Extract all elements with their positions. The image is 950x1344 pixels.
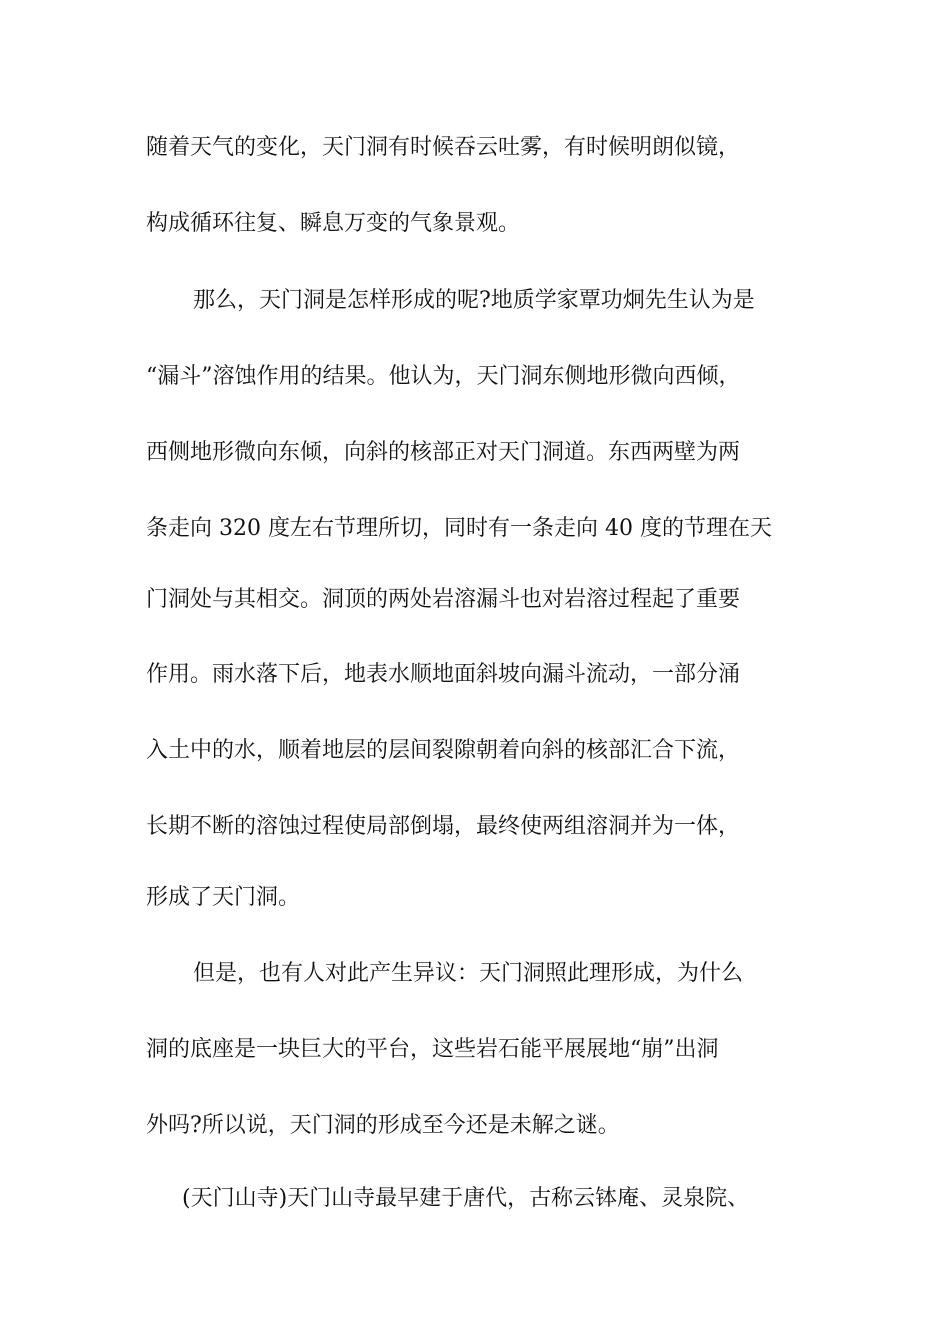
paragraph-2-line-6: 作用。雨水落下后，地表水顺地面斜坡向漏斗流动，一部分涌 bbox=[146, 662, 741, 687]
paragraph-1-line-2: 构成循环往复、瞬息万变的气象景观。 bbox=[146, 211, 521, 236]
paragraph-3-line-2: 洞的底座是一块巨大的平台，这些岩石能平展展地“崩”出洞 bbox=[146, 1037, 719, 1062]
paragraph-4-line-1: (天门山寺)天门山寺最早建于唐代，古称云钵庵、灵泉院、 bbox=[182, 1186, 750, 1211]
paragraph-2-line-5: 门洞处与其相交。洞顶的两处岩溶漏斗也对岩溶过程起了重要 bbox=[146, 587, 741, 612]
paragraph-2-line-9: 形成了天门洞。 bbox=[146, 885, 301, 910]
paragraph-2-line-4: 条走向 320 度左右节理所切，同时有一条走向 40 度的节理在天 bbox=[146, 516, 772, 541]
paragraph-2-line-7: 入土中的水，顺着地层的层间裂隙朝着向斜的核部汇合下流， bbox=[146, 738, 741, 763]
paragraph-2-line-8: 长期不断的溶蚀过程使局部倒塌，最终使两组溶洞并为一体， bbox=[146, 814, 741, 839]
paragraph-2-line-1: 那么，天门洞是怎样形成的呢?地质学家覃功炯先生认为是 bbox=[193, 288, 755, 313]
paragraph-2-line-3: 西侧地形微向东倾，向斜的核部正对天门洞道。东西两壁为两 bbox=[146, 440, 741, 465]
paragraph-1-line-1: 随着天气的变化，天门洞有时候吞云吐雾，有时候明朗似镜， bbox=[146, 135, 741, 160]
paragraph-3-line-1: 但是，也有人对此产生异议：天门洞照此理形成，为什么 bbox=[193, 961, 744, 986]
paragraph-3-line-3: 外吗?所以说，天门洞的形成至今还是未解之谜。 bbox=[146, 1113, 620, 1138]
paragraph-2-line-2: “漏斗”溶蚀作用的结果。他认为，天门洞东侧地形微向西倾， bbox=[146, 364, 741, 389]
